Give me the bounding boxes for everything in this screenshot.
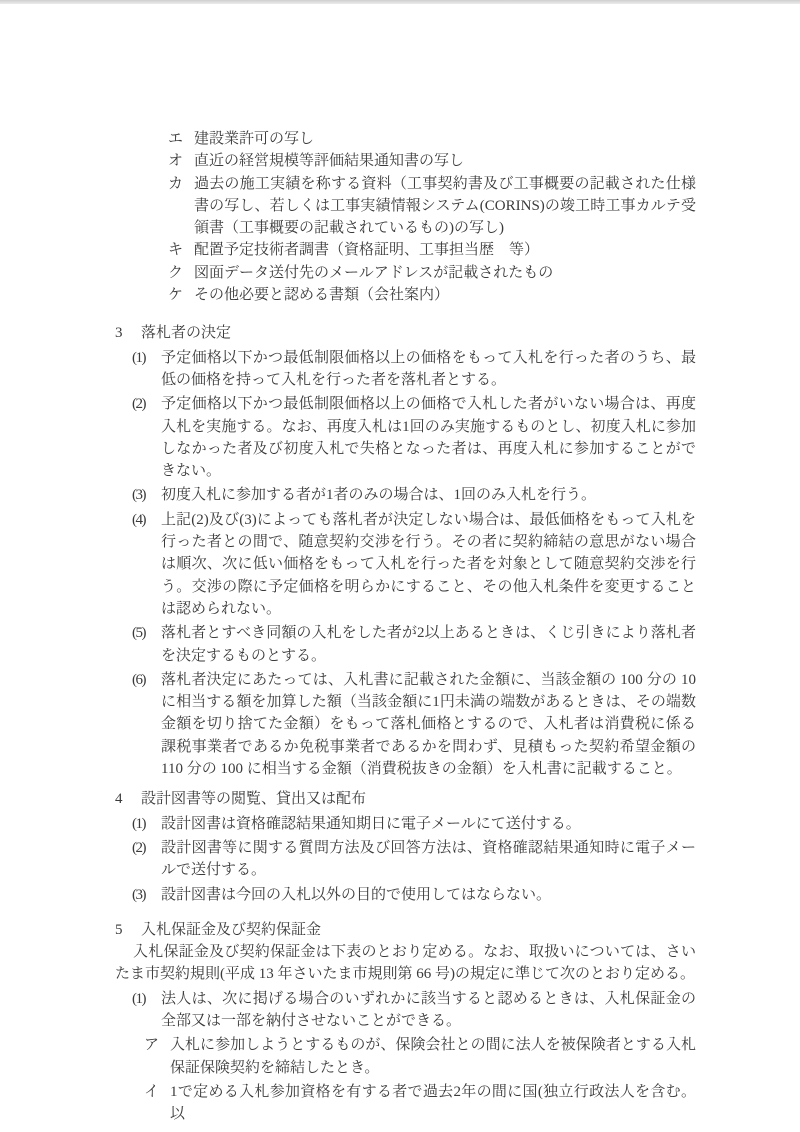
section-intro-paragraph: 入札保証金及び契約保証金は下表のとおり定める。なお、取扱いについては、さいたま市契約規則(平成 13 年さいたま市規則第 66 号)の規定に準じて次のとおり定める。	[115, 944, 696, 983]
item-text: 建設業許可の写し	[194, 131, 315, 147]
item-text: 設計図書は資格確認結果通知期日に電子メールにて送付する。	[161, 815, 581, 832]
section-number: 5	[115, 921, 123, 938]
item-marker: イ	[144, 1083, 160, 1100]
item-marker: ク	[168, 264, 184, 281]
section-award-decision	[115, 322, 696, 780]
kana-sub-item	[144, 1034, 696, 1079]
section-heading	[115, 919, 696, 941]
section-title: 落札者の決定	[141, 325, 232, 342]
document-page	[0, 4, 800, 1125]
item-text: 配置予定技術者調書（資格証明、工事担当歴 等）	[194, 242, 540, 259]
numbered-item	[132, 347, 696, 392]
section-heading	[115, 322, 696, 344]
section-title: 設計図書等の閲覧、貸出又は配布	[141, 791, 367, 808]
kana-sub-item	[144, 1081, 696, 1126]
item-marker: カ	[168, 175, 184, 192]
list-item	[168, 284, 696, 306]
list-item	[168, 239, 696, 261]
item-marker: エ	[168, 131, 184, 147]
item-text: 予定価格以下かつ最低制限価格以上の価格で入札した者がいない場合は、再度入札を実施する。なお、再度入札は1回のみ実施するものとし、初度入札に参加しなかった者及び初度入札で失格となった者は、再度入札に参加することができない。	[161, 396, 696, 480]
section-items	[132, 347, 696, 781]
item-text: 設計図書等に関する質問方法及び回答方法は、資格確認結果通知時に電子メールで送付する。	[161, 839, 696, 879]
item-marker: (4)	[132, 511, 145, 528]
item-marker: (2)	[132, 396, 145, 413]
numbered-item	[132, 988, 696, 1033]
item-text: その他必要と認める書類（会社案内）	[194, 287, 450, 304]
item-marker: (1)	[132, 815, 145, 832]
section-number: 4	[115, 791, 123, 808]
list-item	[168, 173, 696, 240]
item-text: 落札者決定にあたっては、入札書に記載された金額に、当該金額の 100 分の 10 に相当する額を加算した額（当該金額に1円未満の端数があるときは、その端数金額を切り捨てた金額）をもって落札価格とするので、入札者は消費税に係る課税事業者であるか免税事業者であるかを問わず、見積もった契約希望金額の 110 分の 100 に相当する金額（消費税抜きの金額）を入札書に記載すること。	[161, 671, 696, 778]
item-marker: (1)	[132, 349, 145, 366]
list-item	[168, 150, 696, 172]
attachment-list	[168, 128, 696, 306]
item-marker: (1)	[132, 990, 145, 1007]
section-heading	[115, 788, 696, 810]
item-text: 入札に参加しようとするものが、保険会社との間に法人を被保険者とする入札保証保険契約を締結したとき。	[170, 1037, 696, 1076]
section-bid-bond	[115, 919, 696, 1126]
section-number: 3	[115, 325, 123, 342]
item-text: 過去の施工実績を称する資料（工事契約書及び工事概要の記載された仕様書の写し、若しくは工事実績情報システム(CORINS)の竣工時工事カルテ受領書（工事概要の記載されているもの)の写し)	[194, 175, 696, 237]
item-text: 1で定める入札参加資格を有する者で過去2年の間に国(独立行政法人を含む。以	[170, 1083, 696, 1123]
numbered-item	[132, 622, 696, 667]
numbered-item	[132, 393, 696, 482]
item-text: 上記(2)及び(3)によっても落札者が決定しない場合は、最低価格をもって入札を行った者との間で、随意契約交渉を行う。その者に契約締結の意思がない場合は順次、次に低い価格をもって入札を行った者を対象として随意契約交渉を行う。交渉の際に予定価格を明らかにすること、その他入札条件を変更することは認められない。	[161, 511, 696, 617]
item-text: 法人は、次に掲げる場合のいずれかに該当すると認めるときは、入札保証金の全部又は一部を納付させないことができる。	[161, 990, 696, 1029]
numbered-item	[132, 837, 696, 882]
item-marker: オ	[168, 153, 184, 170]
item-marker: (2)	[132, 839, 145, 856]
numbered-item	[132, 484, 696, 506]
section-design-documents	[115, 788, 696, 905]
section-title: 入札保証金及び契約保証金	[141, 921, 322, 938]
item-text: 設計図書は今回の入札以外の目的で使用してはならない。	[161, 886, 552, 903]
item-marker: ア	[144, 1037, 160, 1054]
item-marker: (5)	[132, 625, 145, 642]
item-text: 初度入札に参加する者が1者のみの場合は、1回のみ入札を行う。	[161, 487, 597, 504]
item-marker: ケ	[168, 287, 184, 304]
numbered-item	[132, 884, 696, 906]
item-marker: (3)	[132, 886, 145, 903]
numbered-item	[132, 669, 696, 780]
numbered-item	[132, 813, 696, 835]
item-text: 図面データ送付先のメールアドレスが記載されたもの	[194, 264, 554, 281]
sub-item-list	[144, 1034, 696, 1125]
item-text: 予定価格以下かつ最低制限価格以上の価格をもって入札を行った者のうち、最低の価格を持って入札を行った者を落札者とする。	[161, 349, 696, 388]
numbered-item	[132, 509, 696, 620]
item-text: 直近の経営規模等評価結果通知書の写し	[194, 153, 465, 170]
item-marker: (6)	[132, 671, 145, 688]
item-text: 落札者とすべき同額の入札をした者が2以上あるときは、くじ引きにより落札者を決定するものとする。	[161, 625, 696, 664]
section-items	[132, 813, 696, 906]
list-item	[168, 262, 696, 284]
section-items	[132, 988, 696, 1126]
item-marker: (3)	[132, 487, 145, 504]
list-item	[168, 128, 696, 150]
item-marker: キ	[168, 242, 184, 259]
